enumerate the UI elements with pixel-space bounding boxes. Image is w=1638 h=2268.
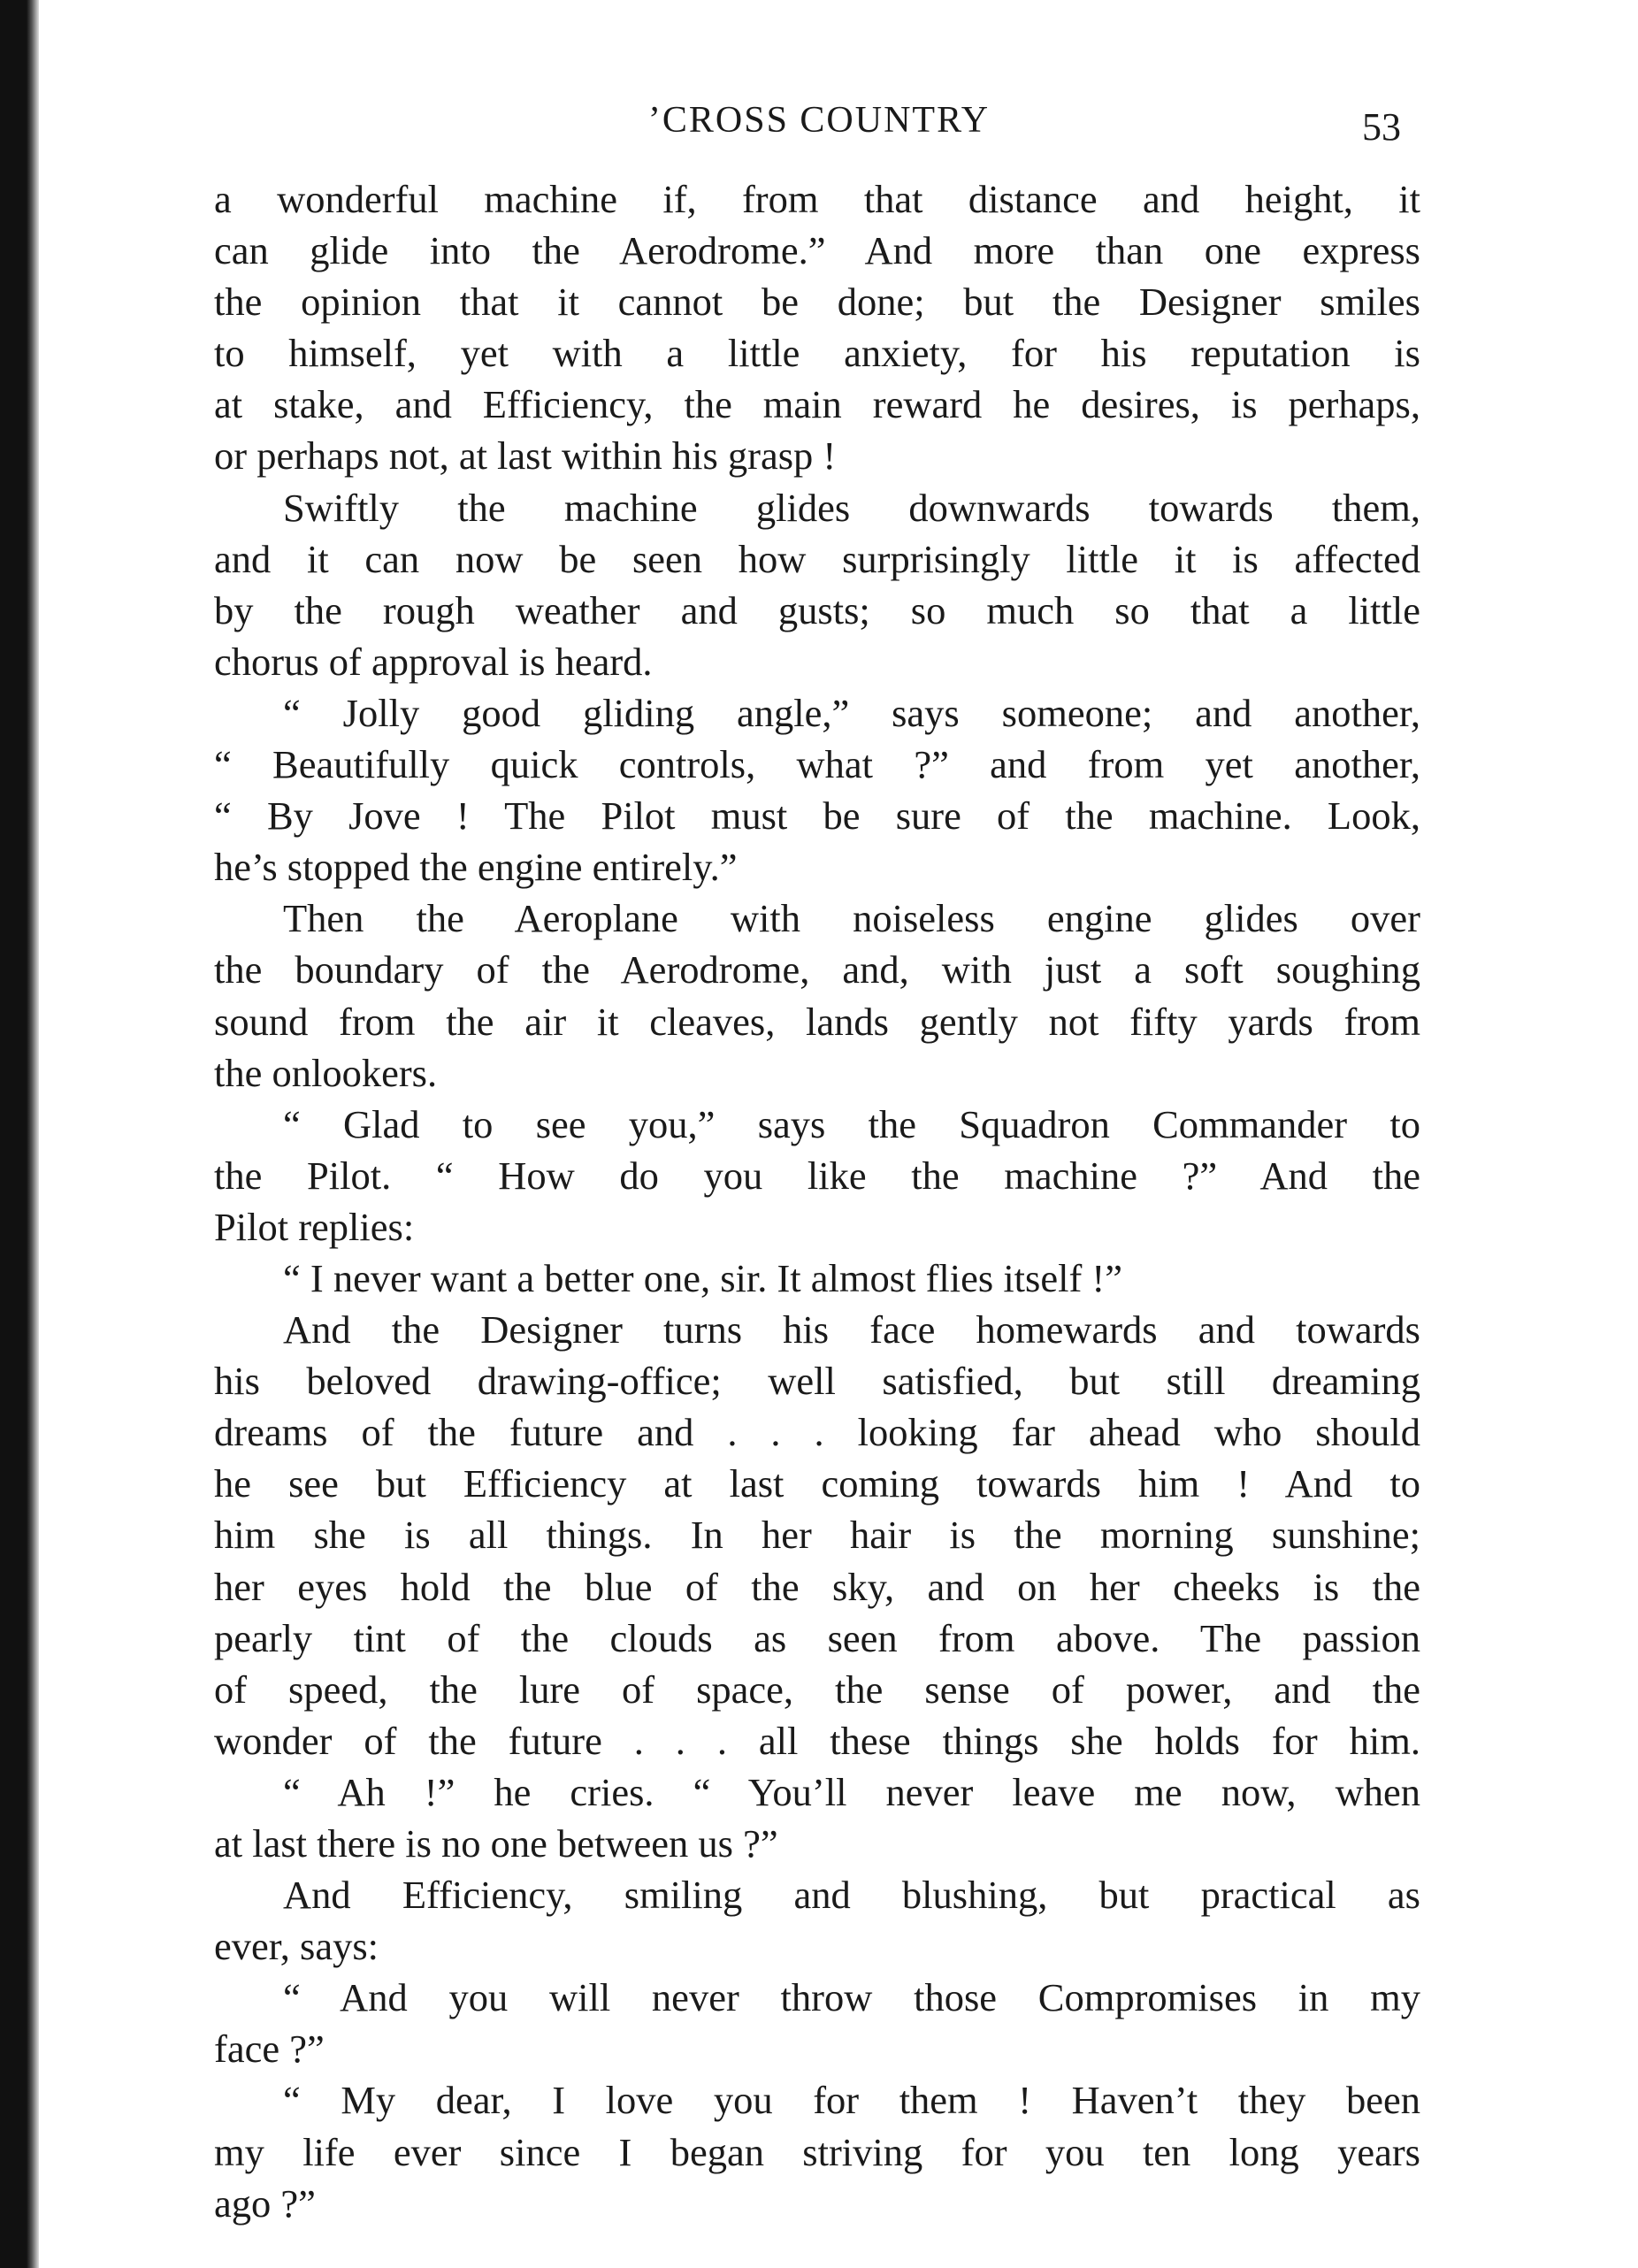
text-line: And Efficiency, smiling and blushing, but practical as: [283, 1873, 1420, 1918]
text-line: chorus of approval is heard.: [214, 639, 653, 684]
page-number: 53: [1362, 105, 1401, 149]
text-line: Swiftly the machine glides downwards towards them,: [283, 485, 1420, 530]
text-line: my life ever since I began striving for you ten long years: [214, 2129, 1420, 2174]
text-line: the boundary of the Aerodrome, and, with just a soft soughing: [214, 947, 1420, 992]
text-line: can glide into the Aerodrome.” And more than one express: [214, 228, 1420, 273]
text-line: the opinion that it cannot be done; but the Designer smiles: [214, 280, 1420, 325]
text-line: Then the Aeroplane with noiseless engine glides over: [283, 896, 1420, 941]
text-line: “ Beautifully quick controls, what ?” and from yet another,: [214, 742, 1420, 787]
text-line: his beloved drawing-office; well satisfied, but still dreaming: [214, 1359, 1420, 1404]
text-line: at stake, and Efficiency, the main reward he desires, is perhaps,: [214, 382, 1420, 427]
body-text: [214, 173, 1420, 2229]
text-line: of speed, the lure of space, the sense of power, and the: [214, 1667, 1420, 1712]
running-title: ’CROSS COUNTRY: [647, 100, 991, 141]
text-line: at last there is no one between us ?”: [214, 1821, 778, 1866]
text-line: “ By Jove ! The Pilot must be sure of the machine. Look,: [214, 793, 1420, 839]
text-line: “ I never want a better one, sir. It almost flies itself !”: [283, 1255, 1122, 1300]
text-line: ever, says:: [214, 1924, 379, 1969]
text-line: “ My dear, I love you for them ! Haven’t they been: [283, 2078, 1420, 2123]
text-line: or perhaps not, at last within his grasp !: [214, 433, 837, 479]
text-line: Pilot replies:: [214, 1204, 415, 1249]
text-line: pearly tint of the clouds as seen from above. The passion: [214, 1615, 1420, 1660]
text-line: to himself, yet with a little anxiety, for his reputation is: [214, 331, 1420, 376]
text-line: wonder of the future . . . all these things she holds for him.: [214, 1718, 1420, 1763]
text-line: the onlookers.: [214, 1050, 438, 1095]
text-line: dreams of the future and . . . looking far ahead who should: [214, 1410, 1420, 1455]
text-line: by the rough weather and gusts; so much so that a little: [214, 587, 1420, 632]
text-line: And the Designer turns his face homewards and towards: [283, 1307, 1420, 1352]
text-line: her eyes hold the blue of the sky, and on her cheeks is the: [214, 1564, 1420, 1609]
text-line: “ Glad to see you,” says the Squadron Commander to: [283, 1101, 1420, 1146]
text-line: “ Jolly good gliding angle,” says someone; and another,: [283, 690, 1420, 735]
text-line: “ Ah !” he cries. “ You’ll never leave me now, when: [283, 1769, 1420, 1814]
text-line: him she is all things. In her hair is the morning sunshine;: [214, 1513, 1420, 1558]
text-line: he see but Efficiency at last coming towards him ! And to: [214, 1461, 1420, 1506]
text-line: the Pilot. “ How do you like the machine ?” And the: [214, 1153, 1420, 1198]
text-line: “ And you will never throw those Compromises in my: [283, 1975, 1420, 2020]
text-line: ago ?”: [214, 2180, 316, 2226]
text-line: he’s stopped the engine entirely.”: [214, 845, 738, 890]
text-line: a wonderful machine if, from that distance and height, it: [214, 177, 1420, 221]
text-line: and it can now be seen how surprisingly little it is affected: [214, 536, 1420, 581]
text-line: face ?”: [214, 2027, 325, 2072]
text-line: sound from the air it cleaves, lands gently not fifty yards from: [214, 999, 1420, 1044]
book-spine-shadow: [0, 0, 39, 2268]
